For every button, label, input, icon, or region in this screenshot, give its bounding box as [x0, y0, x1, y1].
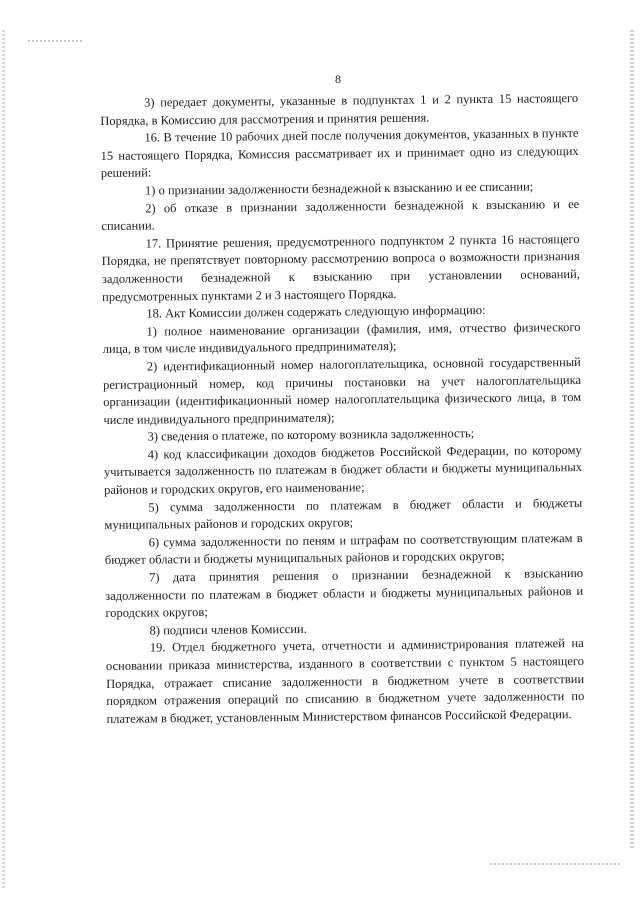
scan-edge-bottom [490, 863, 620, 865]
paragraph-18-4: 4) код классификации доходов бюджетов Российской Федерации, по которому учитывается задолженность по платежам в бюджет области и бюджеты муниципальных районов и городских округов, его наименование; [103, 442, 582, 498]
paragraph-16-1: 1) о признании задолженности безнадежной к взысканию и ее списании; [144, 179, 534, 198]
paragraph-18-6: 6) сумма задолженности по пеням и штрафам по соответствующим платежам в бюджет области и бюджеты муниципальных районов и городских округов; [104, 530, 583, 568]
paragraph-18: 18. Акт Комиссии должен содержать следующую информацию: [146, 303, 486, 321]
paragraph-item-15-3: 3) передает документы, указанные в подпунктах 1 и 2 пункта 15 настоящего Порядка, в Комиссию для рассмотрения и принятия решения. [100, 90, 579, 128]
paragraph-17: 17. Принятие решения, предусмотренного подпунктом 2 пункта 16 настоящего Порядка, не препятствует повторному рассмотрению вопроса о возможности признания задолженности безнадежной к взысканию при установлении оснований, предусмотренных пунктами 2 и 3 настоящего Порядка. [101, 231, 580, 304]
paragraph-16-2: 2) об отказе в признании задолженности безнадежной к взысканию и ее списании. [101, 196, 580, 234]
paragraph-19: 19. Отдел бюджетного учета, отчетности и администрирования платежей на основании приказа министерства, изданного в соответствии с пунктом 5 настоящего Порядка, отражает списание задолженности в бюджетном учете в соответствии порядком отражения операций по списанию в бюджетном учете задолженности по платежам в бюджет, установленным Министерством финансов Российской Федерации. [105, 636, 585, 726]
paragraph-18-8: 8) подписи членов Комиссии. [149, 621, 307, 638]
scan-edge-right [630, 30, 634, 850]
paragraph-18-5: 5) сумма задолженности по платежам в бюджет области и бюджеты муниципальных районов и городских округов; [104, 495, 583, 533]
paragraph-18-1: 1) полное наименование организации (фамилия, имя, отчество физического лица, в том числе индивидуального предпринимателя); [102, 319, 581, 357]
page-number: 8 [335, 72, 341, 86]
paragraph-18-2: 2) идентификационный номер налогоплательщика, основной государственный регистрационный номер, код причины постановки на учет налогоплательщика организации (идентификационный номер налогоплательщика физического лица, в том числе индивидуального предпринимателя); [102, 354, 582, 427]
paragraph-18-3: 3) сведения о платеже, по которому возникла задолженность; [147, 426, 475, 444]
paragraph-16: 16. В течение 10 рабочих дней после получения документов, указанных в пункте 15 настоящего Порядка, Комиссия рассматривает их и принимает одно из следующих решений: [100, 126, 579, 181]
document-body [100, 90, 585, 728]
scan-edge-top [28, 40, 84, 42]
scan-edge-left [2, 30, 5, 890]
paragraph-18-7: 7) дата принятия решения о признании безнадежной к взысканию задолженности по платежам в бюджет области и бюджеты муниципальных районов и городских округов; [105, 565, 584, 621]
